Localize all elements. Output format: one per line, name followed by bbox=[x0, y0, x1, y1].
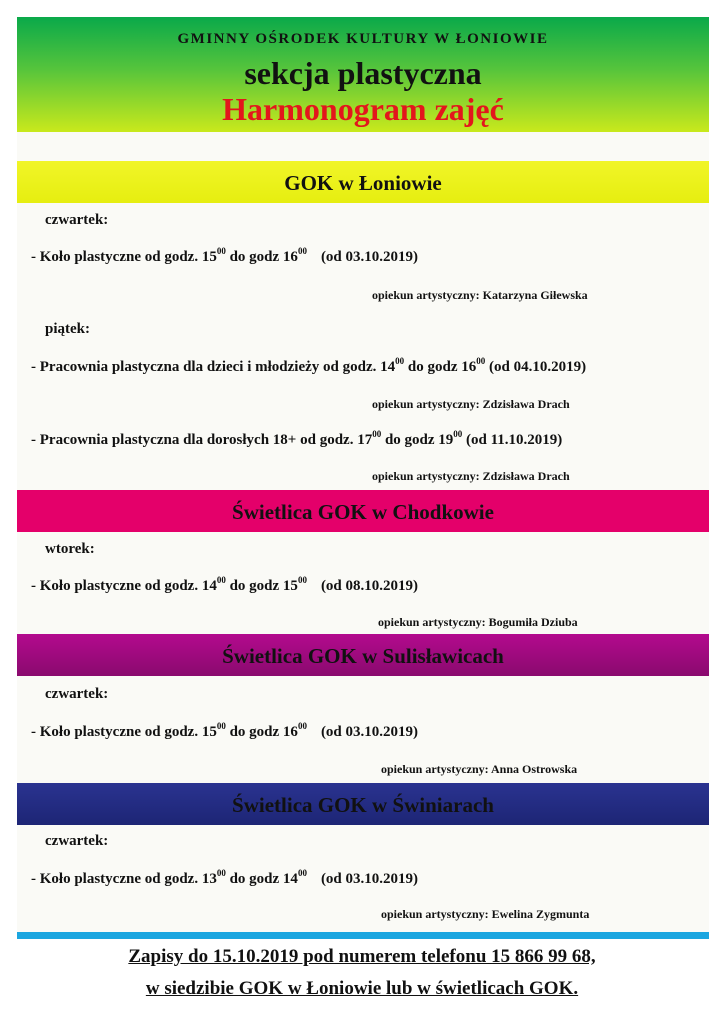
organization-name: GMINNY OŚRODEK KULTURY W ŁONIOWIE bbox=[177, 31, 549, 47]
location-header-sulislawice: Świetlica GOK w Sulisławicach bbox=[17, 634, 709, 676]
class-line: - Pracownia plastyczna dla dzieci i młodzieży od godz. $14^{00}$ do godz $16^{00}$ (od 04.10.2019) bbox=[31, 356, 587, 375]
registration-info-line2: w siedzibie GOK w Łoniowie lub w świetlicach GOK. bbox=[145, 978, 579, 999]
tutor-label: opiekun artystyczny: Zdzisława Drach bbox=[372, 397, 570, 411]
location-header-swiniary: Świetlica GOK w Świniarach bbox=[17, 783, 709, 825]
day-label: czwartek: bbox=[45, 212, 109, 228]
day-label: czwartek: bbox=[45, 686, 109, 702]
bottom-divider bbox=[17, 932, 709, 939]
class-line: - Koło plastyczne od godz. $15^{00}$ do godz $16^{00}$ (od 03.10.2019) bbox=[31, 721, 419, 740]
day-label: piątek: bbox=[45, 321, 90, 337]
class-line: - Koło plastyczne od godz. $15^{00}$ do godz $16^{00}$ (od 03.10.2019) bbox=[31, 246, 419, 265]
section-name: sekcja plastyczna bbox=[244, 55, 482, 91]
day-label: wtorek: bbox=[45, 541, 95, 557]
tutor-label: opiekun artystyczny: Bogumiła Dziuba bbox=[378, 615, 578, 629]
tutor-label: opiekun artystyczny: Anna Ostrowska bbox=[381, 762, 578, 776]
day-label: czwartek: bbox=[45, 833, 109, 849]
class-line: - Koło plastyczne od godz. $13^{00}$ do godz $14^{00}$ (od 03.10.2019) bbox=[31, 868, 419, 887]
class-line: - Koło plastyczne od godz. $14^{00}$ do godz $15^{00}$ (od 08.10.2019) bbox=[31, 575, 419, 594]
tutor-label: opiekun artystyczny: Ewelina Zygmunta bbox=[381, 907, 590, 921]
location-header-chodkow: Świetlica GOK w Chodkowie bbox=[17, 490, 709, 532]
schedule-title: Harmonogram zajęć bbox=[222, 91, 504, 127]
class-line: - Pracownia plastyczna dla dorosłych 18+ od godz. $17^{00}$ do godz $19^{00}$ (od 11.10.2019) bbox=[31, 429, 563, 448]
tutor-label: opiekun artystyczny: Zdzisława Drach bbox=[372, 469, 570, 483]
content-panel bbox=[17, 132, 709, 161]
location-header-loniow: GOK w Łoniowie bbox=[17, 161, 709, 203]
header-banner bbox=[17, 17, 709, 132]
registration-info-line1: Zapisy do 15.10.2019 pod numerem telefonu 15 866 99 68, bbox=[128, 946, 596, 967]
tutor-label: opiekun artystyczny: Katarzyna Giłewska bbox=[372, 288, 588, 302]
